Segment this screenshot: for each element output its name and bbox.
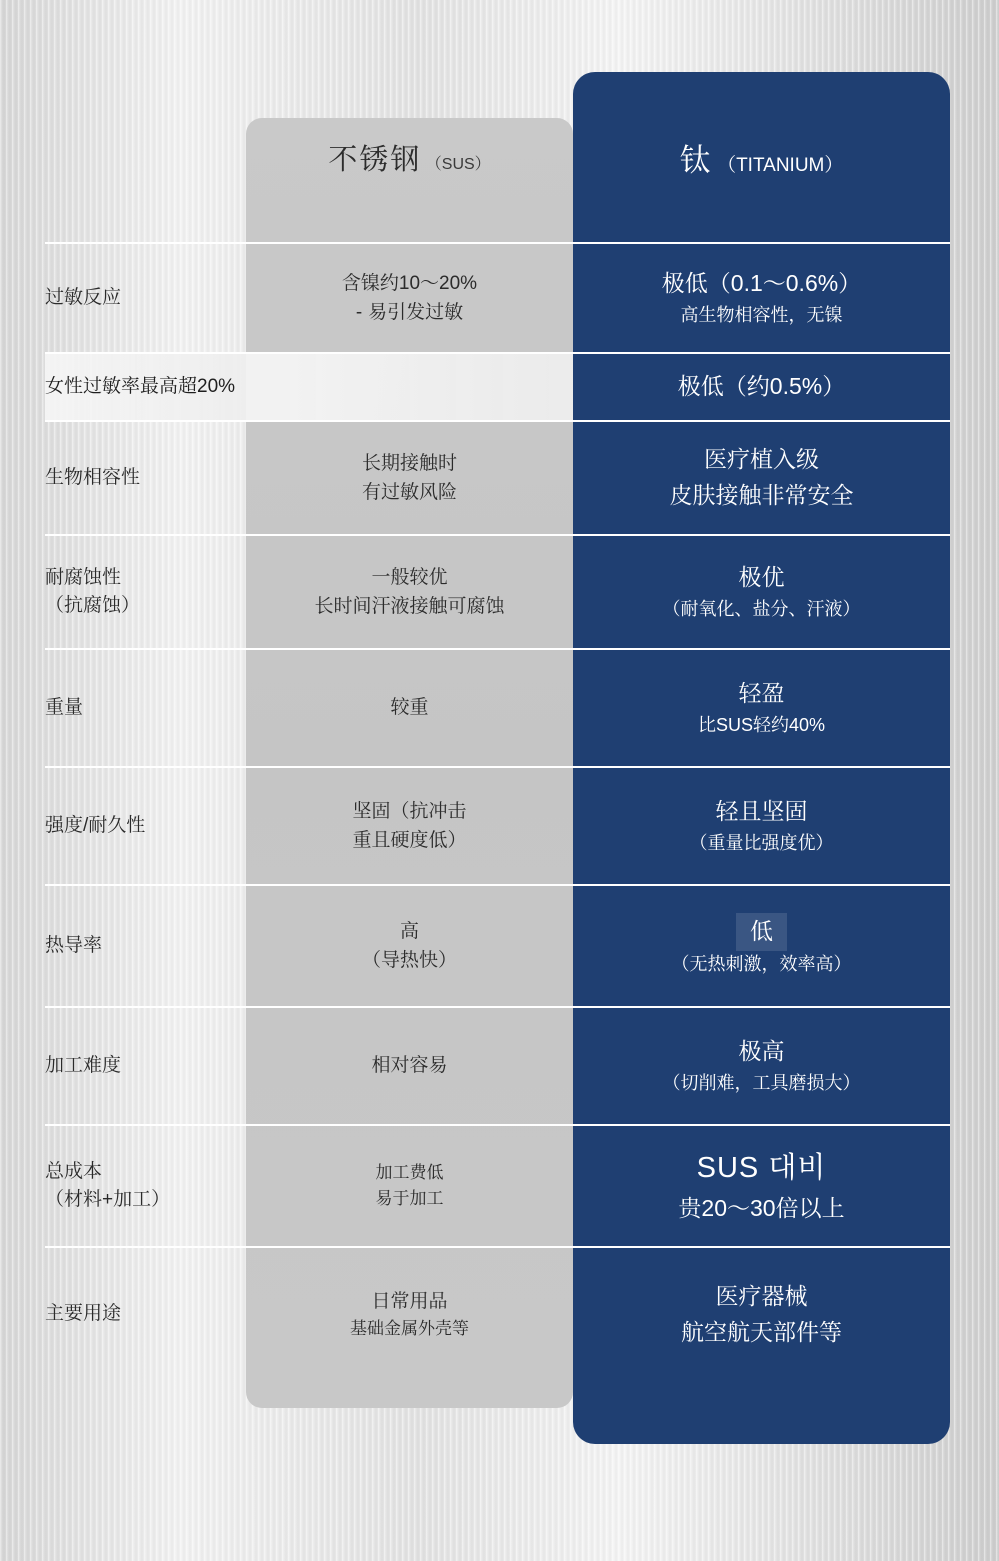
row-stainless-sub: （导热快） (361, 950, 457, 971)
row-stainless-sub: 长时间汗液接触可腐蚀 (314, 596, 505, 617)
table-row (45, 535, 950, 649)
row-titanium-sub: 贵20～30倍以上 (678, 1194, 845, 1221)
header-stainless-title: 不锈钢 (328, 143, 422, 176)
row-stainless-cell (246, 1007, 573, 1125)
row-stainless-sub: 易引发过敏 (368, 302, 464, 323)
row-titanium-sub: （耐氧化、盐分、汗液） (662, 598, 861, 619)
row-stainless-main: 高 (399, 920, 419, 942)
table-row (45, 421, 950, 535)
row-stainless-sub: 易于加工 (375, 1189, 444, 1208)
header-titanium-title: 钛 (679, 142, 713, 178)
row-label-text: 生物相容性 (45, 466, 141, 488)
row-stainless-bullet (246, 298, 573, 327)
row-titanium-main: 极优 (738, 564, 785, 591)
row-titanium-main: 轻盈 (738, 680, 785, 707)
table-row (45, 1247, 950, 1381)
row-stainless-main: 加工费低 (375, 1162, 444, 1182)
row-label-text: 主要用途 (45, 1303, 122, 1325)
table-row (45, 353, 950, 421)
row-stainless-main: 相对容易 (371, 1055, 448, 1077)
row-titanium-cell (573, 353, 950, 421)
row-label-text: 热导率 (45, 934, 103, 956)
row-stainless-main: 含镍约10～20% (341, 272, 478, 294)
row-titanium-main: 极高 (738, 1038, 785, 1065)
row-titanium-sub: 航空航天部件等 (681, 1318, 842, 1345)
row-titanium-cell (573, 1007, 950, 1125)
row-titanium-sub: （重量比强度优） (689, 832, 834, 853)
row-titanium-sub: 高生物相容性，无镍 (680, 304, 843, 325)
row-stainless-main: 日常用品 (371, 1290, 448, 1312)
row-label (45, 243, 246, 353)
row-titanium-cell (573, 421, 950, 535)
row-label-text: 强度/耐久性 (45, 814, 146, 836)
row-stainless-main: 长期接触时 (361, 452, 457, 474)
row-titanium-main: 低 (736, 913, 787, 951)
material-comparison-table (45, 72, 950, 1381)
row-label (45, 1007, 246, 1125)
row-titanium-cell (573, 535, 950, 649)
row-stainless-sub: 重且硬度低） (352, 830, 467, 851)
row-titanium-main: 医疗植入级 (704, 446, 819, 473)
row-stainless-cell (246, 767, 573, 885)
row-titanium-main: SUS 대비 (696, 1151, 827, 1184)
row-label-text-secondary: （材料+加工） (45, 1189, 171, 1210)
row-titanium-main: 医疗器械 (715, 1282, 808, 1309)
row-titanium-cell (573, 885, 950, 1007)
table-row (45, 1007, 950, 1125)
table-row (45, 885, 950, 1007)
row-label-text-secondary: （抗腐蚀） (45, 595, 141, 616)
row-label-text: 重量 (45, 696, 84, 718)
table-row (45, 649, 950, 767)
row-label-text: 耐腐蚀性 (45, 566, 122, 588)
row-label-text: 女性过敏率最高超20% (45, 375, 236, 397)
row-label (45, 649, 246, 767)
row-stainless-main: 坚固（抗冲击 (352, 800, 467, 822)
row-label (45, 421, 246, 535)
row-stainless-cell (246, 421, 573, 535)
row-stainless-cell (246, 649, 573, 767)
row-titanium-cell (573, 1125, 950, 1247)
row-stainless-sub: 基础金属外壳等 (350, 1319, 469, 1339)
row-titanium-cell (573, 649, 950, 767)
table-header-row (45, 72, 950, 243)
row-titanium-cell (573, 767, 950, 885)
row-titanium-sub: （切削难，工具磨损大） (662, 1072, 861, 1093)
row-stainless-cell (246, 243, 573, 353)
row-stainless-cell (246, 1125, 573, 1247)
row-titanium-sub: 比SUS轻约40% (697, 714, 826, 735)
row-label (45, 885, 246, 1007)
header-stainless (246, 72, 573, 243)
table-row (45, 1125, 950, 1247)
row-label (45, 1247, 246, 1381)
row-stainless-main: 较重 (390, 697, 429, 719)
row-label-highlight (45, 353, 246, 421)
row-stainless-cell (246, 353, 573, 421)
row-label (45, 767, 246, 885)
header-titanium (573, 72, 950, 243)
row-label-text: 总成本 (45, 1160, 103, 1182)
row-titanium-sub: （无热刺激，效率高） (671, 953, 852, 974)
row-label (45, 535, 246, 649)
table-row (45, 767, 950, 885)
row-label (45, 1125, 246, 1247)
table-row (45, 243, 950, 353)
header-titanium-subtitle: （TITANIUM） (717, 154, 844, 176)
row-label-text: 过敏反应 (45, 286, 122, 308)
row-stainless-cell (246, 885, 573, 1007)
row-label-text: 加工难度 (45, 1054, 122, 1076)
row-titanium-cell (573, 1247, 950, 1381)
row-titanium-sub: 皮肤接触非常安全 (669, 482, 854, 508)
dash-icon: - (355, 302, 363, 323)
row-titanium-main: 极低（约0.5%） (677, 373, 846, 400)
row-stainless-sub: 有过敏风险 (361, 482, 457, 503)
header-blank-cell (45, 72, 246, 243)
row-stainless-cell (246, 535, 573, 649)
row-titanium-main: 极低（0.1～0.6%） (661, 270, 862, 297)
row-stainless-cell (246, 1247, 573, 1381)
row-stainless-main: 一般较优 (371, 566, 448, 588)
row-titanium-cell (573, 243, 950, 353)
header-stainless-subtitle: （SUS） (425, 155, 491, 173)
row-titanium-main: 轻且坚固 (715, 798, 808, 825)
